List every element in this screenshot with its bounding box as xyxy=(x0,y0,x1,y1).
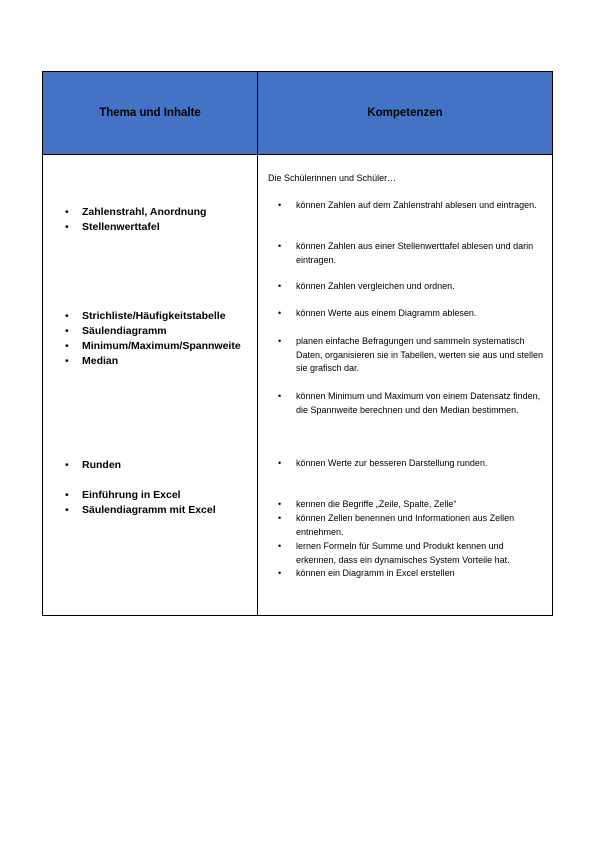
competency-item: • können Minimum und Maximum von einem Datensatz finden, die Spannweite berechnen und den Median bestimmen. xyxy=(278,391,541,415)
bullet-icon: • xyxy=(65,459,69,471)
bullet-icon: • xyxy=(65,489,69,501)
competency-item: • können Werte zur besseren Darstellung runden. xyxy=(296,457,544,471)
topic-item: • Zahlenstrahl, Anordnung xyxy=(65,206,207,218)
topic-item: • Median xyxy=(65,355,119,367)
topic-item: • Säulendiagramm mit Excel xyxy=(65,504,216,516)
competency-item: • können Werte aus einem Diagramm ablesen. xyxy=(296,307,544,321)
bullet-icon: • xyxy=(278,336,282,346)
bullet-icon: • xyxy=(65,504,69,516)
bullet-icon: • xyxy=(278,308,282,318)
competency-item: • können Zellen benennen und Informationen aus Zellen entnehmen. xyxy=(278,513,515,537)
competency-item: • können Zahlen auf dem Zahlenstrahl ablesen und eintragen. xyxy=(296,199,544,213)
topic-item: • Runden xyxy=(65,459,122,471)
bullet-icon: • xyxy=(65,340,69,352)
bullet-icon: • xyxy=(278,200,282,210)
column-divider xyxy=(257,155,258,616)
bullet-icon: • xyxy=(278,513,282,523)
topic-item: • Säulendiagramm xyxy=(65,325,167,337)
bullet-icon: • xyxy=(65,221,69,233)
bullet-icon: • xyxy=(65,310,69,322)
bullet-icon: • xyxy=(65,325,69,337)
competencies-intro: Die Schülerinnen und Schüler… xyxy=(268,173,397,183)
competency-item: • können Zahlen aus einer Stellenwerttafel ablesen und darin eintragen. xyxy=(278,241,534,265)
bullet-icon: • xyxy=(278,458,282,468)
competency-item: • planen einfache Befragungen und sammeln systematisch Daten, organisieren sie in Tabellen, werten sie aus und stellen sie grafisch dar. xyxy=(278,336,543,373)
topic-item: • Einführung in Excel xyxy=(65,489,181,501)
competency-item: • können Zahlen vergleichen und ordnen. xyxy=(296,280,544,294)
competency-item: • kennen die Begriffe „Zeile, Spalte, Zelle“ xyxy=(296,498,544,512)
topic-item: • Minimum/Maximum/Spannweite xyxy=(65,340,241,352)
bullet-icon: • xyxy=(278,241,282,251)
bullet-icon: • xyxy=(278,541,282,551)
bullet-icon: • xyxy=(278,281,282,291)
competency-item: • können ein Diagramm in Excel erstellen xyxy=(296,567,544,581)
topic-item: • Strichliste/Häufigkeitstabelle xyxy=(65,310,226,322)
bullet-icon: • xyxy=(278,391,282,401)
bullet-icon: • xyxy=(65,355,69,367)
header-competencies: Kompetenzen xyxy=(258,72,552,155)
competency-item: • lernen Formeln für Summe und Produkt kennen und erkennen, dass ein dynamisches System Vorteile hat. xyxy=(278,541,510,565)
bullet-icon: • xyxy=(278,568,282,578)
bullet-icon: • xyxy=(65,206,69,218)
topic-item: • Stellenwerttafel xyxy=(65,221,160,233)
bullet-icon: • xyxy=(278,499,282,509)
header-topics: Thema und Inhalte xyxy=(43,72,258,155)
